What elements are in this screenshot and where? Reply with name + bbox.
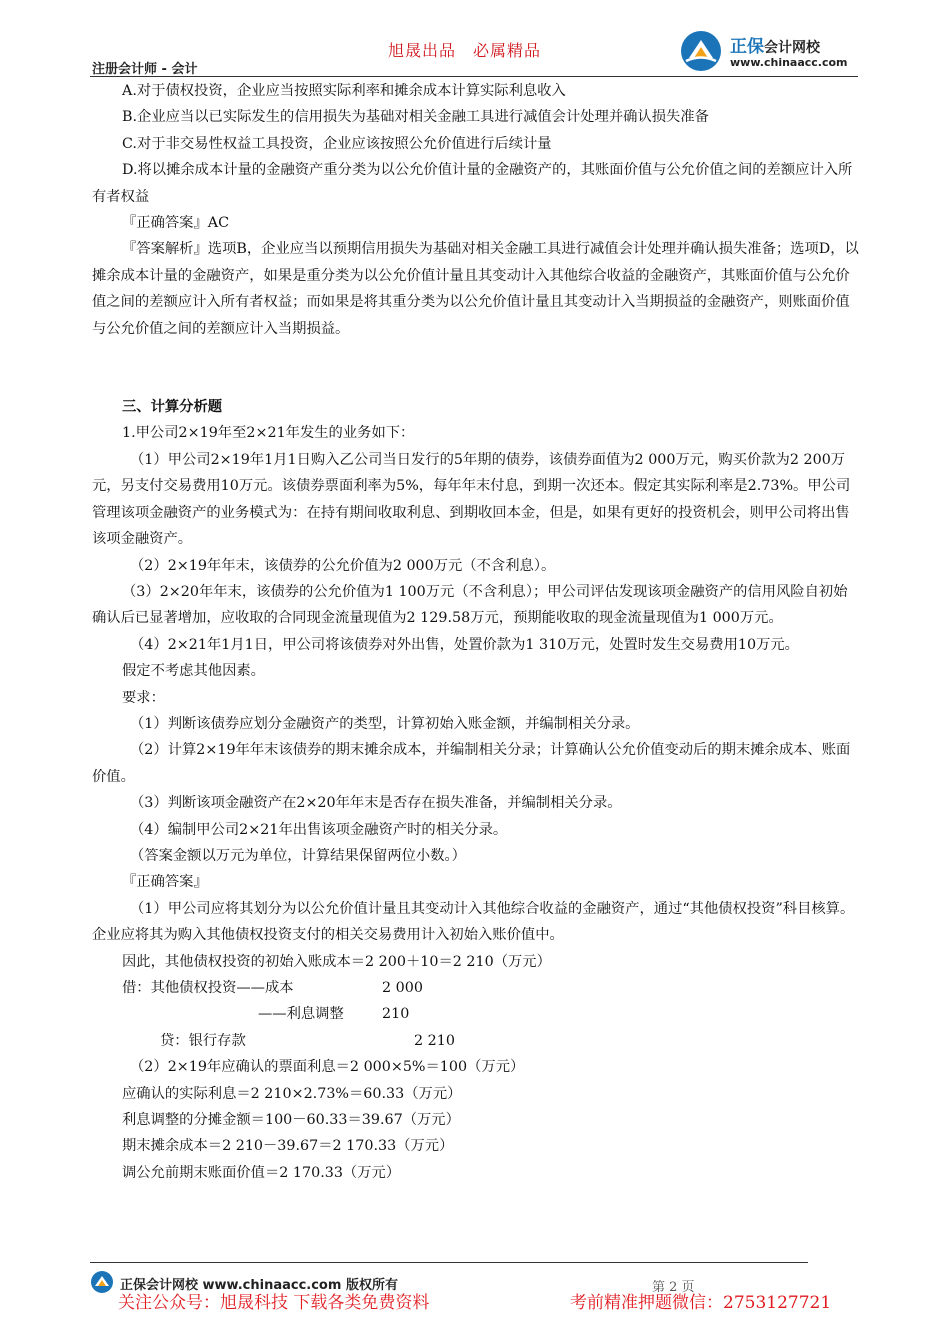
logo-icon [680,30,722,72]
answer-carrying-value: 调公允前期末账面价值＝2 170.33（万元） [122,1164,401,1181]
footer-brand: 正保会计网校 www.chinaacc.com 版权所有 [120,1278,398,1293]
requirement-2: （2）计算2×19年年末该债券的期末摊余成本，并编制相关分录；计算确认公允价值变动后的期末摊余成本、账面价值。 [92,742,851,785]
debit-amount: 2 000 [382,980,423,996]
question-item-1: （1）甲公司2×19年1月1日购入乙公司当日发行的5年期的债券，该债券面值为2 000万元，购买价款为2 200万元，另支付交易费用10万元。该债券票面利率为5%，每年年末付息，到期一次还本。假定其实际利率是2.73%。甲公司管理该项金融资产的业务模式为：在持有期间收取利息、到期收回本金，但是，如果有更好的投资机会，则甲公司将出售该项金融资产。 [92,451,851,548]
requirement-4: （4）编制甲公司2×21年出售该项金融资产时的相关分录。 [130,821,508,838]
header-divider [90,76,858,77]
answer-amortized-cost: 期末摊余成本＝2 210－39.67＝2 170.33（万元） [122,1138,454,1155]
option-c: C.对于非交易性权益工具投资，企业应该按照公允价值进行后续计量 [122,135,552,152]
option-d: D.将以摊余成本计量的金融资产重分类为以公允价值计量的金融资产的，其账面价值与公允价值之间的差额应计入所有者权益 [92,162,853,205]
debit-sub-amount: 210 [382,1006,410,1023]
option-a: A.对于债权投资，企业应当按照实际利率和摊余成本计算实际利息收入 [122,83,566,99]
section-title: 三、计算分析题 [122,399,223,416]
header-left: 注册会计师 - 会计 [92,62,198,77]
answer-analysis: 『答案解析』选项B，企业应当以预期信用损失为基础对相关金融工具进行减值会计处理并确认损失准备；选项D，以摊余成本计量的金融资产，如果是重分类为以公允价值计量且其变动计入其他综合收益的金融资产，其账面价值与公允价值之间的差额应计入所有者权益；而如果是将其重分类为以公允价值计量且其变动计入当期损益的金融资产，则账面价值与公允价值之间的差额应计入当期损益。 [92,241,859,337]
correct-answer: 『正确答案』AC [122,215,230,232]
question-item-4: （4）2×21年1月1日，甲公司将该债券对外出售，处置价款为1 310万元，处置时发生交易费用10万元。 [130,636,799,653]
question-intro: 1.甲公司2×19年至2×21年发生的业务如下： [122,425,415,442]
promo-right: 考前精准押题微信：2753127721 [570,1293,832,1313]
requirement-3: （3）判断该项金融资产在2×20年年末是否存在损失准备，并编制相关分录。 [130,795,622,812]
requirement-1: （1）判断该债券应划分金融资产的类型，计算初始入账金额，并编制相关分录。 [130,715,640,732]
answer-initial-cost: 因此，其他债权投资的初始入账成本＝2 200＋10＝2 210（万元） [122,953,551,970]
requirements-label: 要求： [122,689,165,706]
answer-actual-interest: 应确认的实际利息＝2 210×2.73%＝60.33（万元） [122,1085,462,1102]
footer-divider [90,1262,808,1263]
debit-account: 借：其他债权投资——成本 [122,980,294,996]
logo-url: www.chinaacc.com [730,56,848,69]
credit-account: 贷：银行存款 [160,1032,246,1049]
logo-title: 正保 [730,37,764,57]
document-body [92,78,860,1186]
answer-label: 『正确答案』 [122,874,208,891]
credit-amount: 2 210 [414,1032,455,1049]
requirement-note: （答案金额以万元为单位，计算结果保留两位小数。） [130,847,466,864]
answer-item-2: （2）2×19年应确认的票面利息＝2 000×5%＝100（万元） [130,1059,525,1076]
journal-debit-row [92,975,860,1001]
debit-sub-account: ——利息调整 [258,1006,344,1023]
header-slogan: 旭晟出品 必属精品 [388,41,542,60]
option-b: B.企业应当以已实际发生的信用损失为基础对相关金融工具进行减值会计处理并确认损失准备 [122,109,709,126]
question-item-2: （2）2×19年年末，该债券的公允价值为2 000万元（不含利息）。 [130,557,556,574]
logo-subtitle: 会计网校 [764,40,820,56]
logo[interactable] [680,28,865,74]
page-number: 第 2 页 [652,1280,695,1295]
question-assumption: 假定不考虑其他因素。 [122,663,265,680]
footer-logo-icon [90,1270,114,1294]
journal-credit-row [92,1028,860,1054]
question-item-3: （3）2×20年年末，该债券的公允价值为1 100万元（不含利息）；甲公司评估发现该项金融资产的信用风险自初始确认后已显著增加，应收取的合同现金流量现值为2 129.58万元，预期能收取的现金流量现值为1 000万元。 [92,583,848,627]
answer-item-1: （1）甲公司应将其划分为以公允价值计量且其变动计入其他综合收益的金融资产，通过“其他债权投资”科目核算。企业应将其为购入其他债权投资支付的相关交易费用计入初始入账价值中。 [92,900,855,944]
answer-amortization: 利息调整的分摊金额＝100－60.33＝39.67（万元） [122,1111,460,1128]
promo-left: 关注公众号：旭晟科技 下载各类免费资料 [118,1293,430,1313]
journal-debit-row-2 [92,1001,860,1027]
